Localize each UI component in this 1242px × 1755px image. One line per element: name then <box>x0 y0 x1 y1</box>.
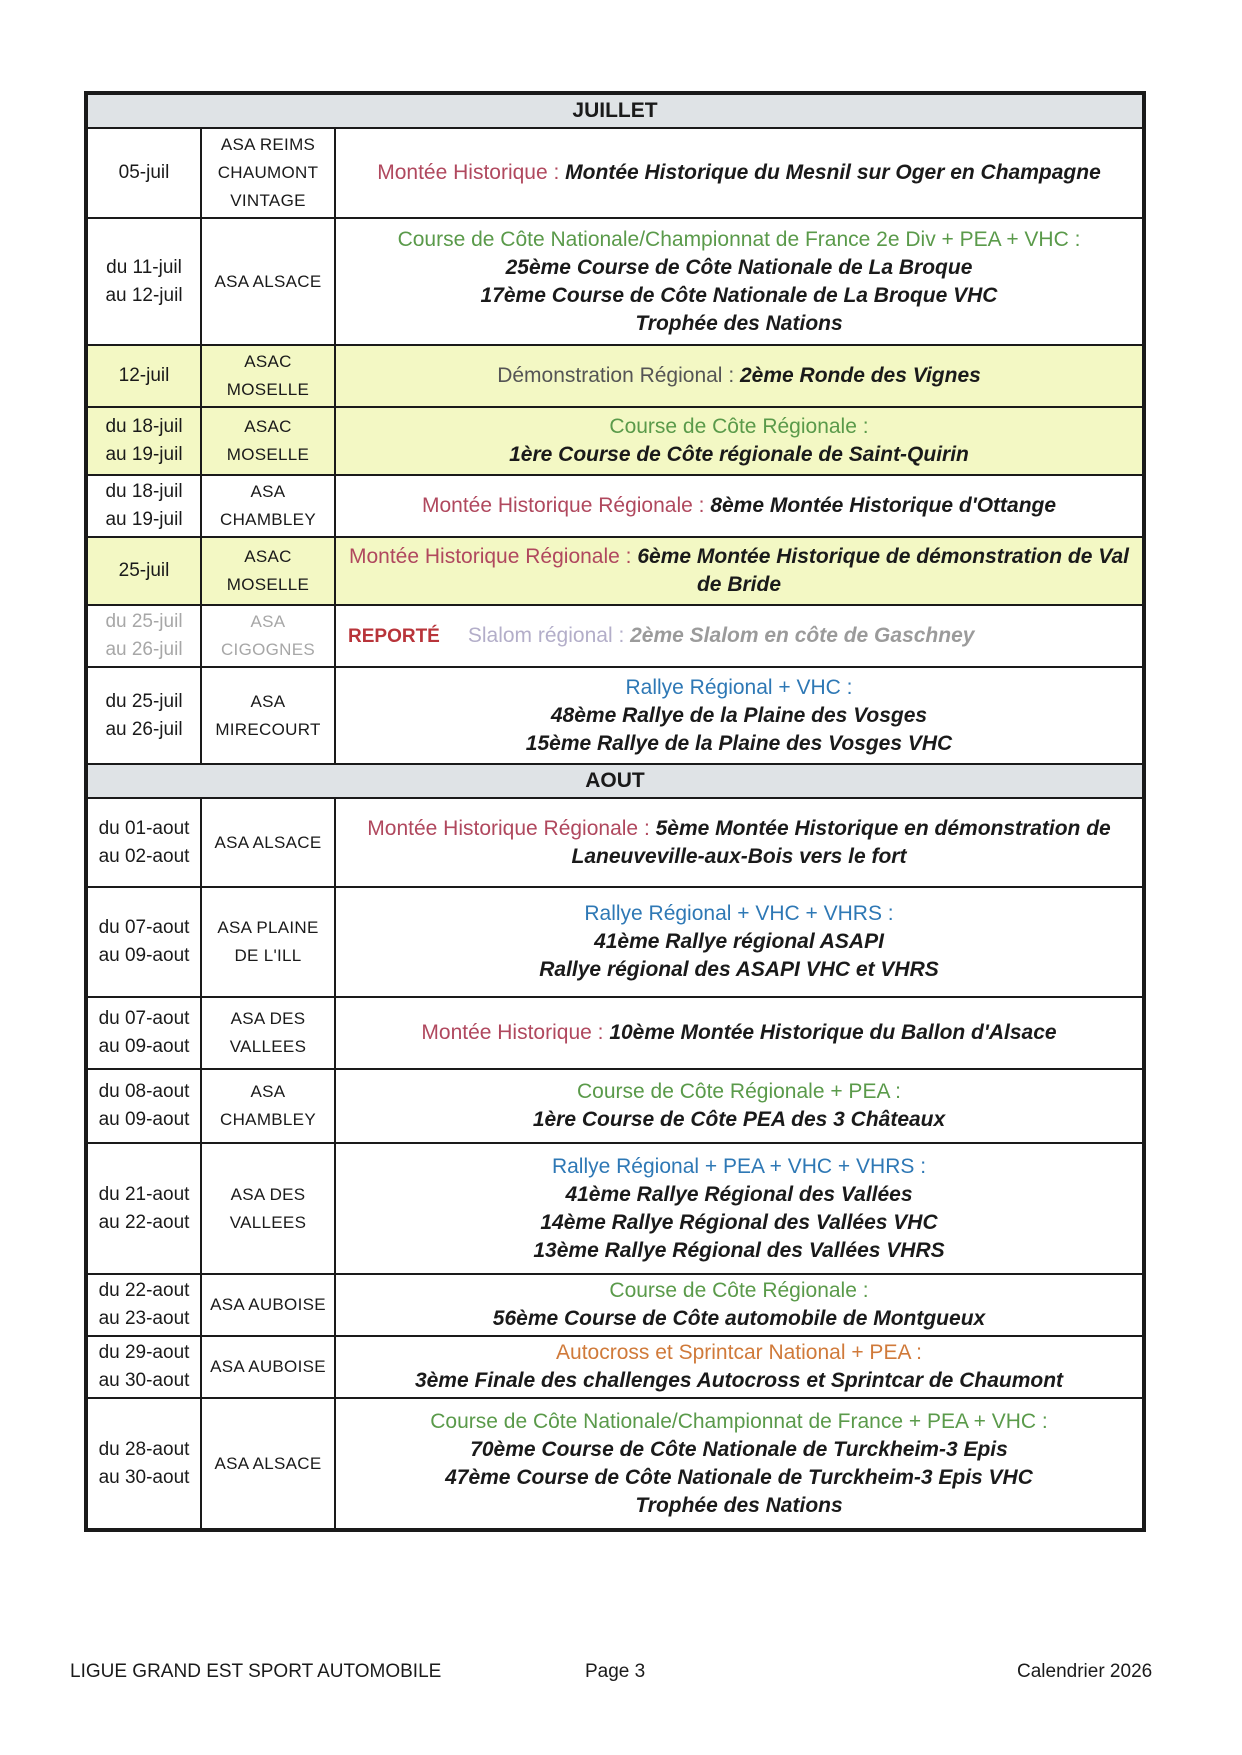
event-title-line: 41ème Rallye Régional des Vallées <box>565 1182 913 1206</box>
event-category: Rallye Régional + VHC + VHRS : <box>584 902 894 925</box>
event-title: 2ème Ronde des Vignes <box>740 364 981 387</box>
event-description <box>335 128 1144 218</box>
table-row <box>86 887 1144 997</box>
event-organizer: ASA PLAINE DE L'ILL <box>201 887 335 997</box>
category-separator: : <box>612 623 631 647</box>
event-title-line: Rallye régional des ASAPI VHC et VHRS <box>539 958 939 981</box>
event-organizer: ASA AUBOISE <box>201 1336 335 1398</box>
event-title-line: 13ème Rallye Régional des Vallées VHRS <box>533 1238 945 1262</box>
event-category: Montée Historique Régionale <box>349 545 620 568</box>
event-description <box>335 407 1144 475</box>
event-category: Course de Côte Régionale : <box>609 1279 869 1302</box>
event-description <box>335 1336 1144 1398</box>
event-title-line: 3ème Finale des challenges Autocross et Sprintcar de Chaumont <box>414 1369 1064 1392</box>
category-separator: : <box>619 545 638 568</box>
event-title-line: Trophée des Nations <box>635 311 843 335</box>
month-header-aout: AOUT <box>86 764 1144 798</box>
event-organizer: ASA ALSACE <box>201 1398 335 1530</box>
event-description <box>335 997 1144 1069</box>
event-title-line: 48ème Rallye de la Plaine des Vosges <box>550 703 928 727</box>
event-title-line: 17ème Course de Côte Nationale de La Broque VHC <box>480 283 998 307</box>
event-title-line: Trophée des Nations <box>635 1493 843 1517</box>
table-row <box>86 1336 1144 1398</box>
event-description <box>335 475 1144 537</box>
table-row <box>86 667 1144 764</box>
event-category: Course de Côte Nationale/Championnat de France 2e Div + PEA + VHC : <box>397 227 1081 251</box>
category-separator: : <box>547 161 566 184</box>
event-organizer: ASA ALSACE <box>201 798 335 887</box>
event-date: 25-juil <box>86 537 201 605</box>
event-date: du 25-juil au 26-juil <box>86 667 201 764</box>
event-description <box>335 1143 1144 1274</box>
event-organizer: ASAC MOSELLE <box>201 407 335 475</box>
event-organizer: ASA DES VALLEES <box>201 997 335 1069</box>
event-date: 05-juil <box>86 128 201 218</box>
event-description <box>335 345 1144 407</box>
event-description <box>335 798 1144 887</box>
month-header-row <box>86 93 1144 128</box>
event-category: Démonstration Régional <box>497 364 723 387</box>
table-row <box>86 218 1144 345</box>
event-date: du 07-aout au 09-aout <box>86 887 201 997</box>
event-title-line: 47ème Course de Côte Nationale de Turckheim-3 Epis VHC <box>445 1465 1033 1489</box>
event-title-line: 1ère Course de Côte régionale de Saint-Quirin <box>509 443 969 466</box>
event-title-line: 41ème Rallye régional ASAPI <box>594 930 884 953</box>
category-separator: : <box>722 364 740 387</box>
event-date: du 18-juil au 19-juil <box>86 475 201 537</box>
footer-page-number: Page 3 <box>585 1661 646 1682</box>
event-organizer: ASA CHAMBLEY <box>201 475 335 537</box>
event-description <box>335 1274 1144 1336</box>
status-badge: REPORTÉ <box>348 625 440 647</box>
table-row <box>86 798 1144 887</box>
table-row <box>86 1398 1144 1530</box>
event-title: 2ème Slalom en côte de Gaschney <box>630 623 975 647</box>
event-description <box>335 605 1144 667</box>
table-row <box>86 1143 1144 1274</box>
event-date: du 11-juil au 12-juil <box>86 218 201 345</box>
category-separator: : <box>591 1021 610 1044</box>
event-category: Montée Historique Régionale <box>367 816 639 840</box>
event-title-line: 70ème Course de Côte Nationale de Turckheim-3 Epis <box>470 1437 1008 1461</box>
event-date: du 22-aout au 23-aout <box>86 1274 201 1336</box>
calendar-table <box>84 91 1146 1532</box>
table-row <box>86 997 1144 1069</box>
event-category: Montée Historique Régionale <box>421 494 693 517</box>
event-title: 6ème Montée Historique de démonstration de Val de Bride <box>637 545 1129 596</box>
event-title-line: 1ère Course de Côte PEA des 3 Châteaux <box>532 1108 946 1131</box>
event-description <box>335 1398 1144 1530</box>
category-separator: : <box>638 816 656 840</box>
event-title: 8ème Montée Historique d'Ottange <box>710 494 1057 517</box>
event-category: Montée Historique <box>421 1021 592 1044</box>
event-organizer: ASA ALSACE <box>201 218 335 345</box>
event-title-line: 25ème Course de Côte Nationale de La Broque <box>505 255 973 279</box>
event-description <box>335 667 1144 764</box>
event-category: Montée Historique <box>377 161 548 184</box>
event-organizer: ASA DES VALLEES <box>201 1143 335 1274</box>
event-category: Autocross et Sprintcar National + PEA : <box>556 1341 922 1364</box>
event-category: Course de Côte Régionale : <box>609 415 869 438</box>
table-row <box>86 537 1144 605</box>
event-organizer: ASA MIRECOURT <box>201 667 335 764</box>
event-category: Rallye Régional + VHC : <box>625 675 853 699</box>
event-date: du 07-aout au 09-aout <box>86 997 201 1069</box>
event-organizer: ASAC MOSELLE <box>201 345 335 407</box>
footer-organization: LIGUE GRAND EST SPORT AUTOMOBILE <box>70 1661 442 1682</box>
event-organizer: ASA CIGOGNES <box>201 605 335 667</box>
event-title-line: 14ème Rallye Régional des Vallées VHC <box>540 1210 938 1234</box>
event-title-line: 56ème Course de Côte automobile de Montgueux <box>492 1307 986 1330</box>
event-title: Montée Historique du Mesnil sur Oger en Champagne <box>565 161 1101 184</box>
event-date: du 01-aout au 02-aout <box>86 798 201 887</box>
event-date: du 28-aout au 30-aout <box>86 1398 201 1530</box>
table-row <box>86 345 1144 407</box>
event-date: du 08-aout au 09-aout <box>86 1069 201 1143</box>
category-separator: : <box>692 494 711 517</box>
event-description <box>335 887 1144 997</box>
table-row <box>86 1274 1144 1336</box>
event-organizer: ASA AUBOISE <box>201 1274 335 1336</box>
table-row <box>86 475 1144 537</box>
table-row <box>86 407 1144 475</box>
month-header-juillet: JUILLET <box>86 93 1144 128</box>
event-category: Course de Côte Nationale/Championnat de France + PEA + VHC : <box>430 1409 1048 1433</box>
event-date: du 25-juil au 26-juil <box>86 605 201 667</box>
event-title: 10ème Montée Historique du Ballon d'Alsace <box>609 1021 1057 1044</box>
event-category: Slalom régional <box>467 623 613 647</box>
event-description <box>335 537 1144 605</box>
event-organizer: ASA REIMS CHAUMONT VINTAGE <box>201 128 335 218</box>
event-category: Course de Côte Régionale + PEA : <box>577 1080 901 1103</box>
event-date: 12-juil <box>86 345 201 407</box>
event-organizer: ASAC MOSELLE <box>201 537 335 605</box>
month-header-row <box>86 764 1144 798</box>
event-date: du 21-aout au 22-aout <box>86 1143 201 1274</box>
event-title-line: 15ème Rallye de la Plaine des Vosges VHC <box>525 731 953 755</box>
event-organizer: ASA CHAMBLEY <box>201 1069 335 1143</box>
event-date: du 18-juil au 19-juil <box>86 407 201 475</box>
event-category: Rallye Régional + PEA + VHC + VHRS : <box>551 1154 927 1178</box>
event-description <box>335 218 1144 345</box>
event-title: 5ème Montée Historique en démonstration de Laneuveville-aux-Bois vers le fort <box>571 816 1111 868</box>
table-row <box>86 1069 1144 1143</box>
event-description <box>335 1069 1144 1143</box>
event-date: du 29-aout au 30-aout <box>86 1336 201 1398</box>
footer-calendar-label: Calendrier 2026 <box>1017 1661 1153 1682</box>
table-row <box>86 605 1144 667</box>
table-row <box>86 128 1144 218</box>
